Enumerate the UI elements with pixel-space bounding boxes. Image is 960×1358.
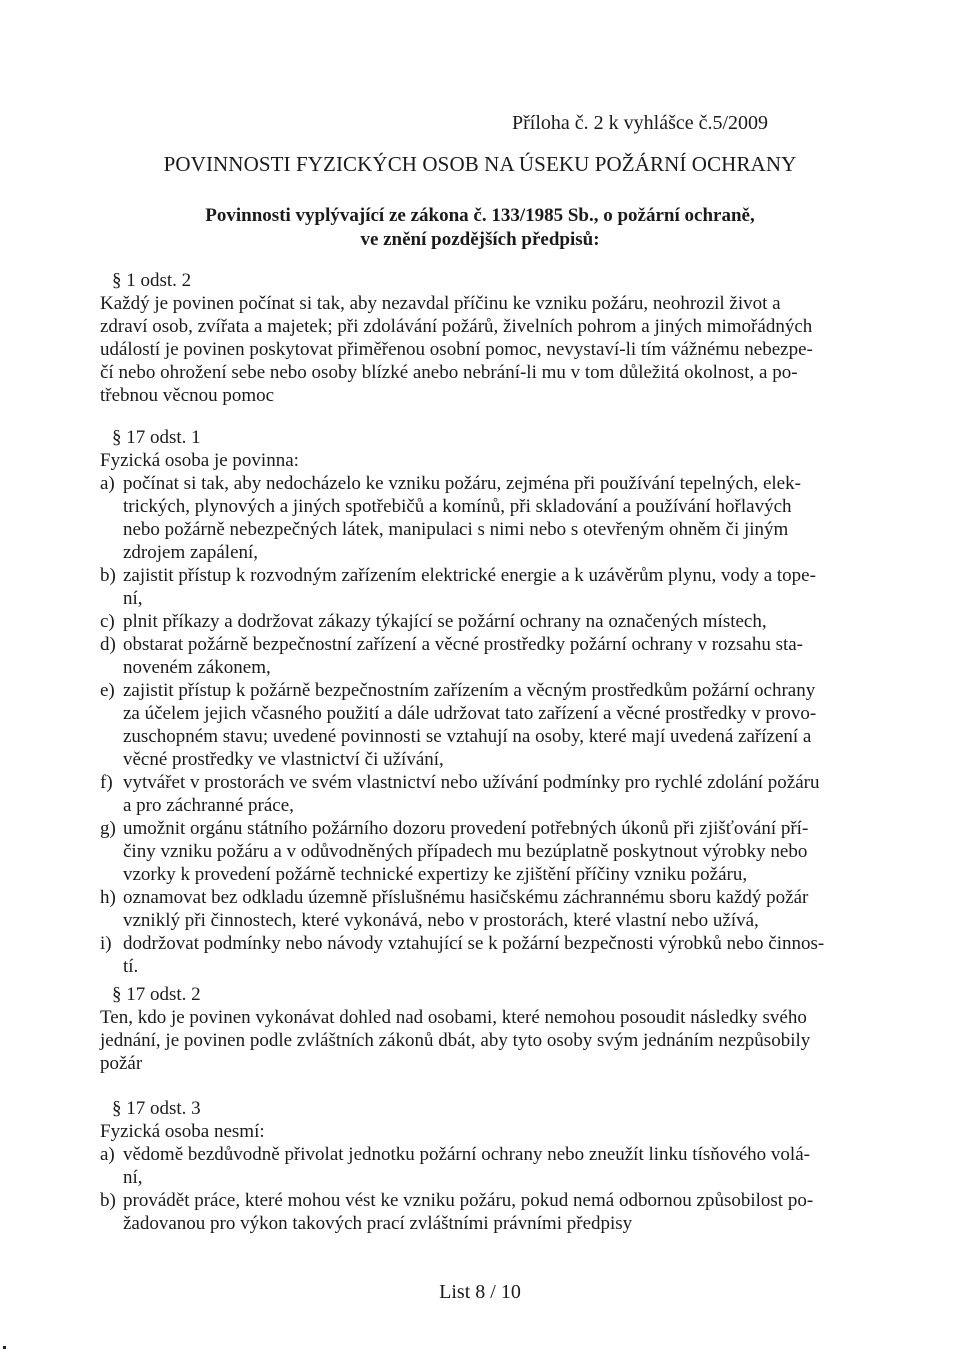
item-list [100, 1143, 830, 1235]
list-item [100, 771, 830, 817]
item-text [123, 932, 830, 978]
section-heading: § 17 odst. 1 [112, 427, 201, 448]
item-label: a) [100, 1144, 115, 1165]
paragraph-line: Ten, kdo je povinen vykonávat dohled nad osobami, které nemohou posoudit následky svého [100, 1007, 807, 1028]
item-label: d) [100, 634, 116, 655]
list-item [100, 932, 830, 978]
document-title: POVINNOSTI FYZICKÝCH OSOB NA ÚSEKU POŽÁRNÍ OCHRANY [163, 152, 797, 176]
section-17-odst-2 [100, 983, 830, 1075]
item-label: e) [100, 680, 115, 701]
item-label: f) [100, 772, 113, 793]
paragraph-line: požár [100, 1053, 143, 1074]
item-label: a) [100, 473, 115, 494]
item-label: h) [100, 887, 116, 908]
document-subtitle [0, 204, 960, 252]
item-text [123, 1143, 830, 1189]
item-line: oznamovat bez odkladu územně příslušnému hasičskému záchrannému sboru každý požár [123, 887, 809, 908]
scan-dot [3, 1346, 6, 1349]
item-line: vzniklý při činnostech, které vykonává, nebo v prostorách, které vlastní nebo užívá, [123, 910, 759, 931]
subtitle-line-2: ve znění pozdějších předpisů: [360, 229, 600, 250]
list-item [100, 1189, 830, 1235]
list-item [100, 610, 830, 633]
section-17-odst-3 [100, 1097, 830, 1235]
list-item [100, 817, 830, 886]
item-line: plnit příkazy a dodržovat zákazy týkající se požární ochrany na označených místech, [123, 611, 767, 632]
item-text [123, 817, 830, 886]
item-line: dodržovat podmínky nebo návody vztahující se k požární bezpečnosti výrobků nebo činnos- [123, 933, 825, 954]
item-text [123, 679, 830, 771]
item-line: zajistit přístup k rozvodným zařízením elektrické energie a k uzávěrům plynu, vody a tope- [123, 565, 816, 586]
section-heading: § 17 odst. 2 [112, 984, 201, 1005]
item-line: provádět práce, které mohou vést ke vzniku požáru, pokud nemá odbornou způsobilost po- [123, 1190, 814, 1211]
paragraph-line: zdraví osob, zvířata a majetek; při zdolávání požárů, živelních pohrom a jiných mimořádných [100, 316, 813, 337]
item-line: vědomě bezdůvodně přivolat jednotku požární ochrany nebo zneužít linku tísňového volá- [123, 1144, 810, 1165]
item-text [123, 886, 830, 932]
item-line: umožnit orgánu státního požárního dozoru provedení potřebných úkonů při zjišťování pří- [123, 818, 809, 839]
item-line: vytvářet v prostorách ve svém vlastnictví nebo užívání podmínky pro rychlé zdolání požáru [123, 772, 820, 793]
list-item [100, 633, 830, 679]
section-intro: Fyzická osoba je povinna: [100, 450, 299, 471]
item-line: obstarat požárně bezpečnostní zařízení a věcné prostředky požární ochrany v rozsahu sta- [123, 634, 804, 655]
section-1-odst-2 [100, 269, 830, 407]
paragraph-line: jednání, je povinen podle zvláštních zákonů dbát, aby tyto osoby svým jednáním nezpůsobily [100, 1030, 811, 1051]
item-text [123, 771, 830, 817]
item-line: ní, [123, 1167, 143, 1188]
item-label: c) [100, 611, 115, 632]
item-line: činy vzniku požáru a v odůvodněných případech mu bezúplatně poskytnout výrobky nebo [123, 841, 808, 862]
page-number: List 8 / 10 [439, 1281, 521, 1303]
section-intro: Fyzická osoba nesmí: [100, 1121, 265, 1142]
item-text [123, 1189, 830, 1235]
item-line: zuschopném stavu; uvedené povinnosti se vztahují na osoby, které mají uvedená zařízení a [123, 726, 812, 747]
list-item [100, 1143, 830, 1189]
item-line: zdrojem zapálení, [123, 542, 259, 563]
item-text [123, 633, 830, 679]
item-line: trických, plynových a jiných spotřebičů a komínů, při skladování a používání hořlavých [123, 496, 792, 517]
item-line: věcné prostředky ve vlastnictví či užívání, [123, 749, 444, 770]
item-label: b) [100, 565, 116, 586]
item-line: vzorky k provedení požárně technické expertizy ke zjištění příčiny vzniku požáru, [123, 864, 748, 885]
item-label: i) [100, 933, 112, 954]
item-line: noveném zákonem, [123, 657, 271, 678]
section-17-odst-1 [100, 426, 830, 978]
item-line: zajistit přístup k požárně bezpečnostním zařízením a věcným prostředkům požární ochrany [123, 680, 816, 701]
item-label: g) [100, 818, 116, 839]
paragraph-line: událostí je povinen poskytovat přiměřenou osobní pomoc, nevystaví-li tím vážnému nebezpe- [100, 339, 813, 360]
item-line: nebo požárně nebezpečných látek, manipulaci s nimi nebo s otevřeným ohněm či jiným [123, 519, 789, 540]
item-line: a pro záchranné práce, [123, 795, 294, 816]
annex-reference: Příloha č. 2 k vyhlášce č.5/2009 [512, 112, 769, 134]
list-item [100, 472, 830, 564]
item-line: za účelem jejich včasného použití a dále udržovat tato zařízení a věcné prostředky v provo- [123, 703, 817, 724]
subtitle-line-1: Povinnosti vyplývající ze zákona č. 133/1985 Sb., o požární ochraně, [205, 205, 755, 226]
list-item [100, 564, 830, 610]
paragraph-line: třebnou věcnou pomoc [100, 385, 275, 406]
paragraph-line: Každý je povinen počínat si tak, aby nezavdal příčinu ke vzniku požáru, neohrozil život a [100, 293, 781, 314]
item-line: počínat si tak, aby nedocházelo ke vzniku požáru, zejména při používání tepelných, elek- [123, 473, 801, 494]
paragraph-line: čí nebo ohrožení sebe nebo osoby blízké anebo nebrání-li mu v tom důležitá okolnost, a po- [100, 362, 798, 383]
item-text [123, 564, 830, 610]
section-heading: § 1 odst. 2 [112, 270, 192, 291]
item-label: b) [100, 1190, 116, 1211]
item-list [100, 472, 830, 978]
item-text [123, 472, 830, 564]
list-item [100, 886, 830, 932]
section-heading: § 17 odst. 3 [112, 1098, 201, 1119]
item-line: ní, [123, 588, 143, 609]
item-text [123, 610, 830, 633]
list-item [100, 679, 830, 771]
item-line: tí. [123, 956, 139, 977]
item-line: žadovanou pro výkon takových prací zvláštními právními předpisy [123, 1213, 633, 1234]
